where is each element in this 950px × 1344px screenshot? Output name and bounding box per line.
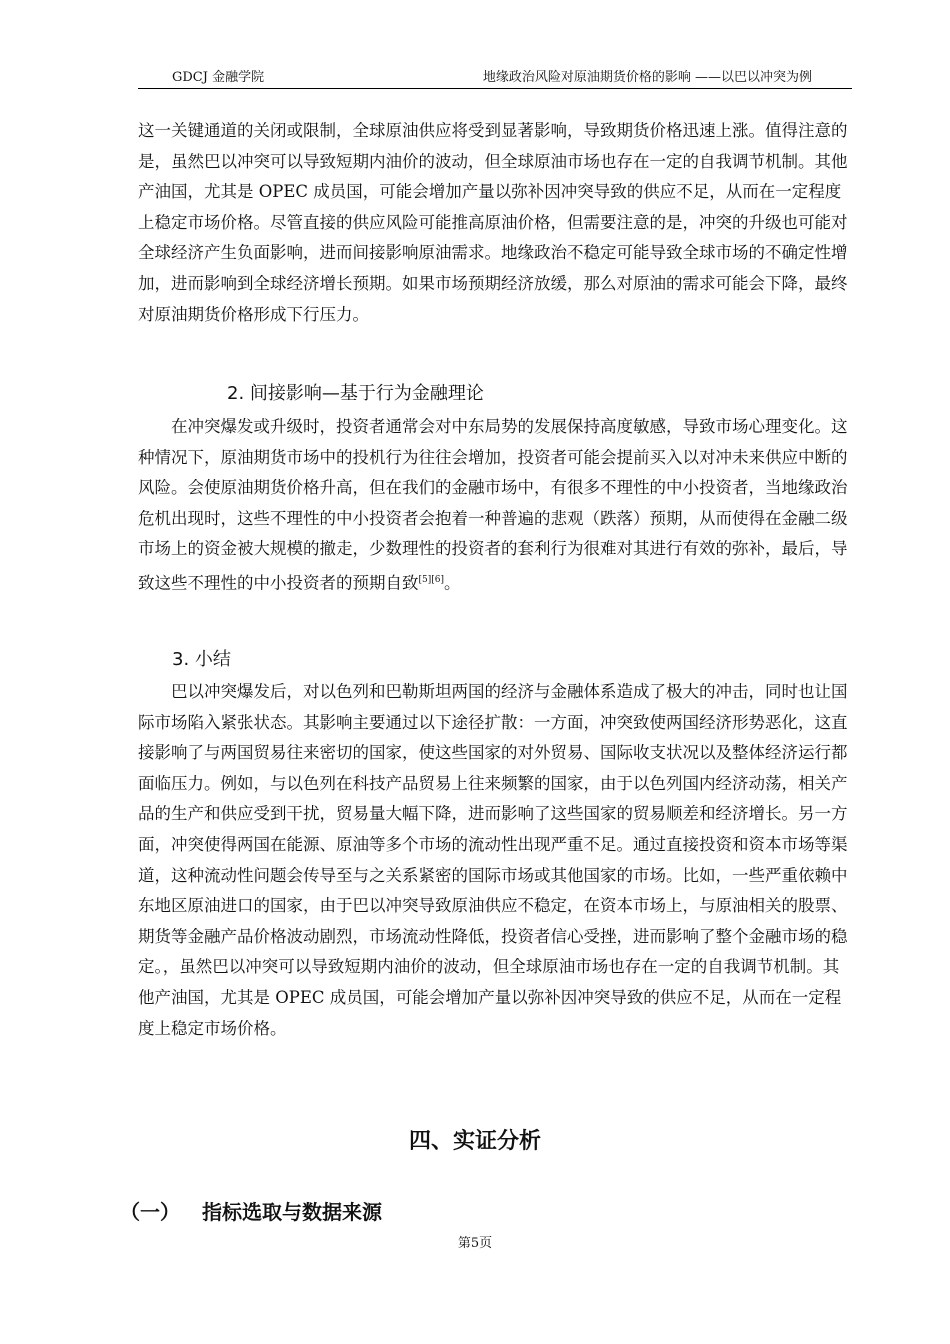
subsection-title: （一） 指标选取与数据来源 [120,1200,382,1224]
subheading-indirect-impact: 2. 间接影响—基于行为金融理论 [227,383,484,404]
section-title: 四、实证分析 [408,1129,541,1154]
paragraph-behavioral-finance: 在冲突爆发或升级时，投资者通常会对中东局势的发展保持高度敏感，导致市场心理变化。这种情况下，原油期货市场中的投机行为往往会增加，投资者可能会提前买入以对冲未来供应中断的风险。会使原油期货价格升高，但在我们的金融市场中，有很多不理性的中小投资者，当地缘政治危机出现时，这些不理性的中小投资者会抱着一种普遍的悲观（跌落）预期，从而使得在金融二级市场上的资金被大规模的撤走，少数理性的投资者的套利行为很难对其进行有效的弥补，最后，导致这些不理性的中小投资者的预期自致[5][6]。 [138,417,848,593]
page-header [138,64,852,89]
paragraph-summary: 巴以冲突爆发后，对以色列和巴勒斯坦两国的经济与金融体系造成了极大的冲击，同时也让国际市场陷入紧张状态。其影响主要通过以下途径扩散：一方面，冲突致使两国经济形势恶化，这直接影响了与两国贸易往来密切的国家，使这些国家的对外贸易、国际收支状况以及整体经济运行都面临压力。例如，与以色列在科技产品贸易上往来频繁的国家，由于以色列国内经济动荡，相关产品的生产和供应受到干扰，贸易量大幅下降，进而影响了这些国家的贸易顺差和经济增长。另一方面，冲突使得两国在能源、原油等多个市场的流动性出现严重不足。通过直接投资和资本市场等渠道，这种流动性问题会传导至与之关系紧密的国际市场或其他国家的市场。比如，一些严重依赖中东地区原油进口的国家，由于巴以冲突导致原油供应不稳定，在资本市场上，与原油相关的股票、期货等金融产品价格波动剧烈，市场流动性降低，投资者信心受挫，进而影响了整个金融市场的稳定。，虽然巴以冲突可以导致短期内油价的波动，但全球原油市场也存在一定的自我调节机制。其他产油国，尤其是 OPEC 成员国，可能会增加产量以弥补因冲突导致的供应不足，从而在一定程度上稳定市场价格。 [138,682,848,1038]
header-institution: GDCJ 金融学院 [172,70,265,85]
page-number: 第5页 [457,1236,493,1251]
citation-ref: [5][6] [418,574,444,585]
subheading-summary: 3. 小结 [172,649,231,670]
paragraph-direct-impact-continued: 这一关键通道的关闭或限制，全球原油供应将受到显著影响，导致期货价格迅速上涨。值得注意的是，虽然巴以冲突可以导致短期内油价的波动，但全球原油市场也存在一定的自我调节机制。其他产油国，尤其是 OPEC 成员国，可能会增加产量以弥补因冲突导致的供应不足，从而在一定程度上稳定市场价格。尽管直接的供应风险可能推高原油价格，但需要注意的是，冲突的升级也可能对全球经济产生负面影响，进而间接影响原油需求。地缘政治不稳定可能导致全球市场的不确定性增加，进而影响到全球经济增长预期。如果市场预期经济放缓，那么对原油的需求可能会下降，最终对原油期货价格形成下行压力。 [138,121,848,324]
header-paper-title: 地缘政治风险对原油期货价格的影响 ——以巴以冲突为例 [482,70,812,85]
